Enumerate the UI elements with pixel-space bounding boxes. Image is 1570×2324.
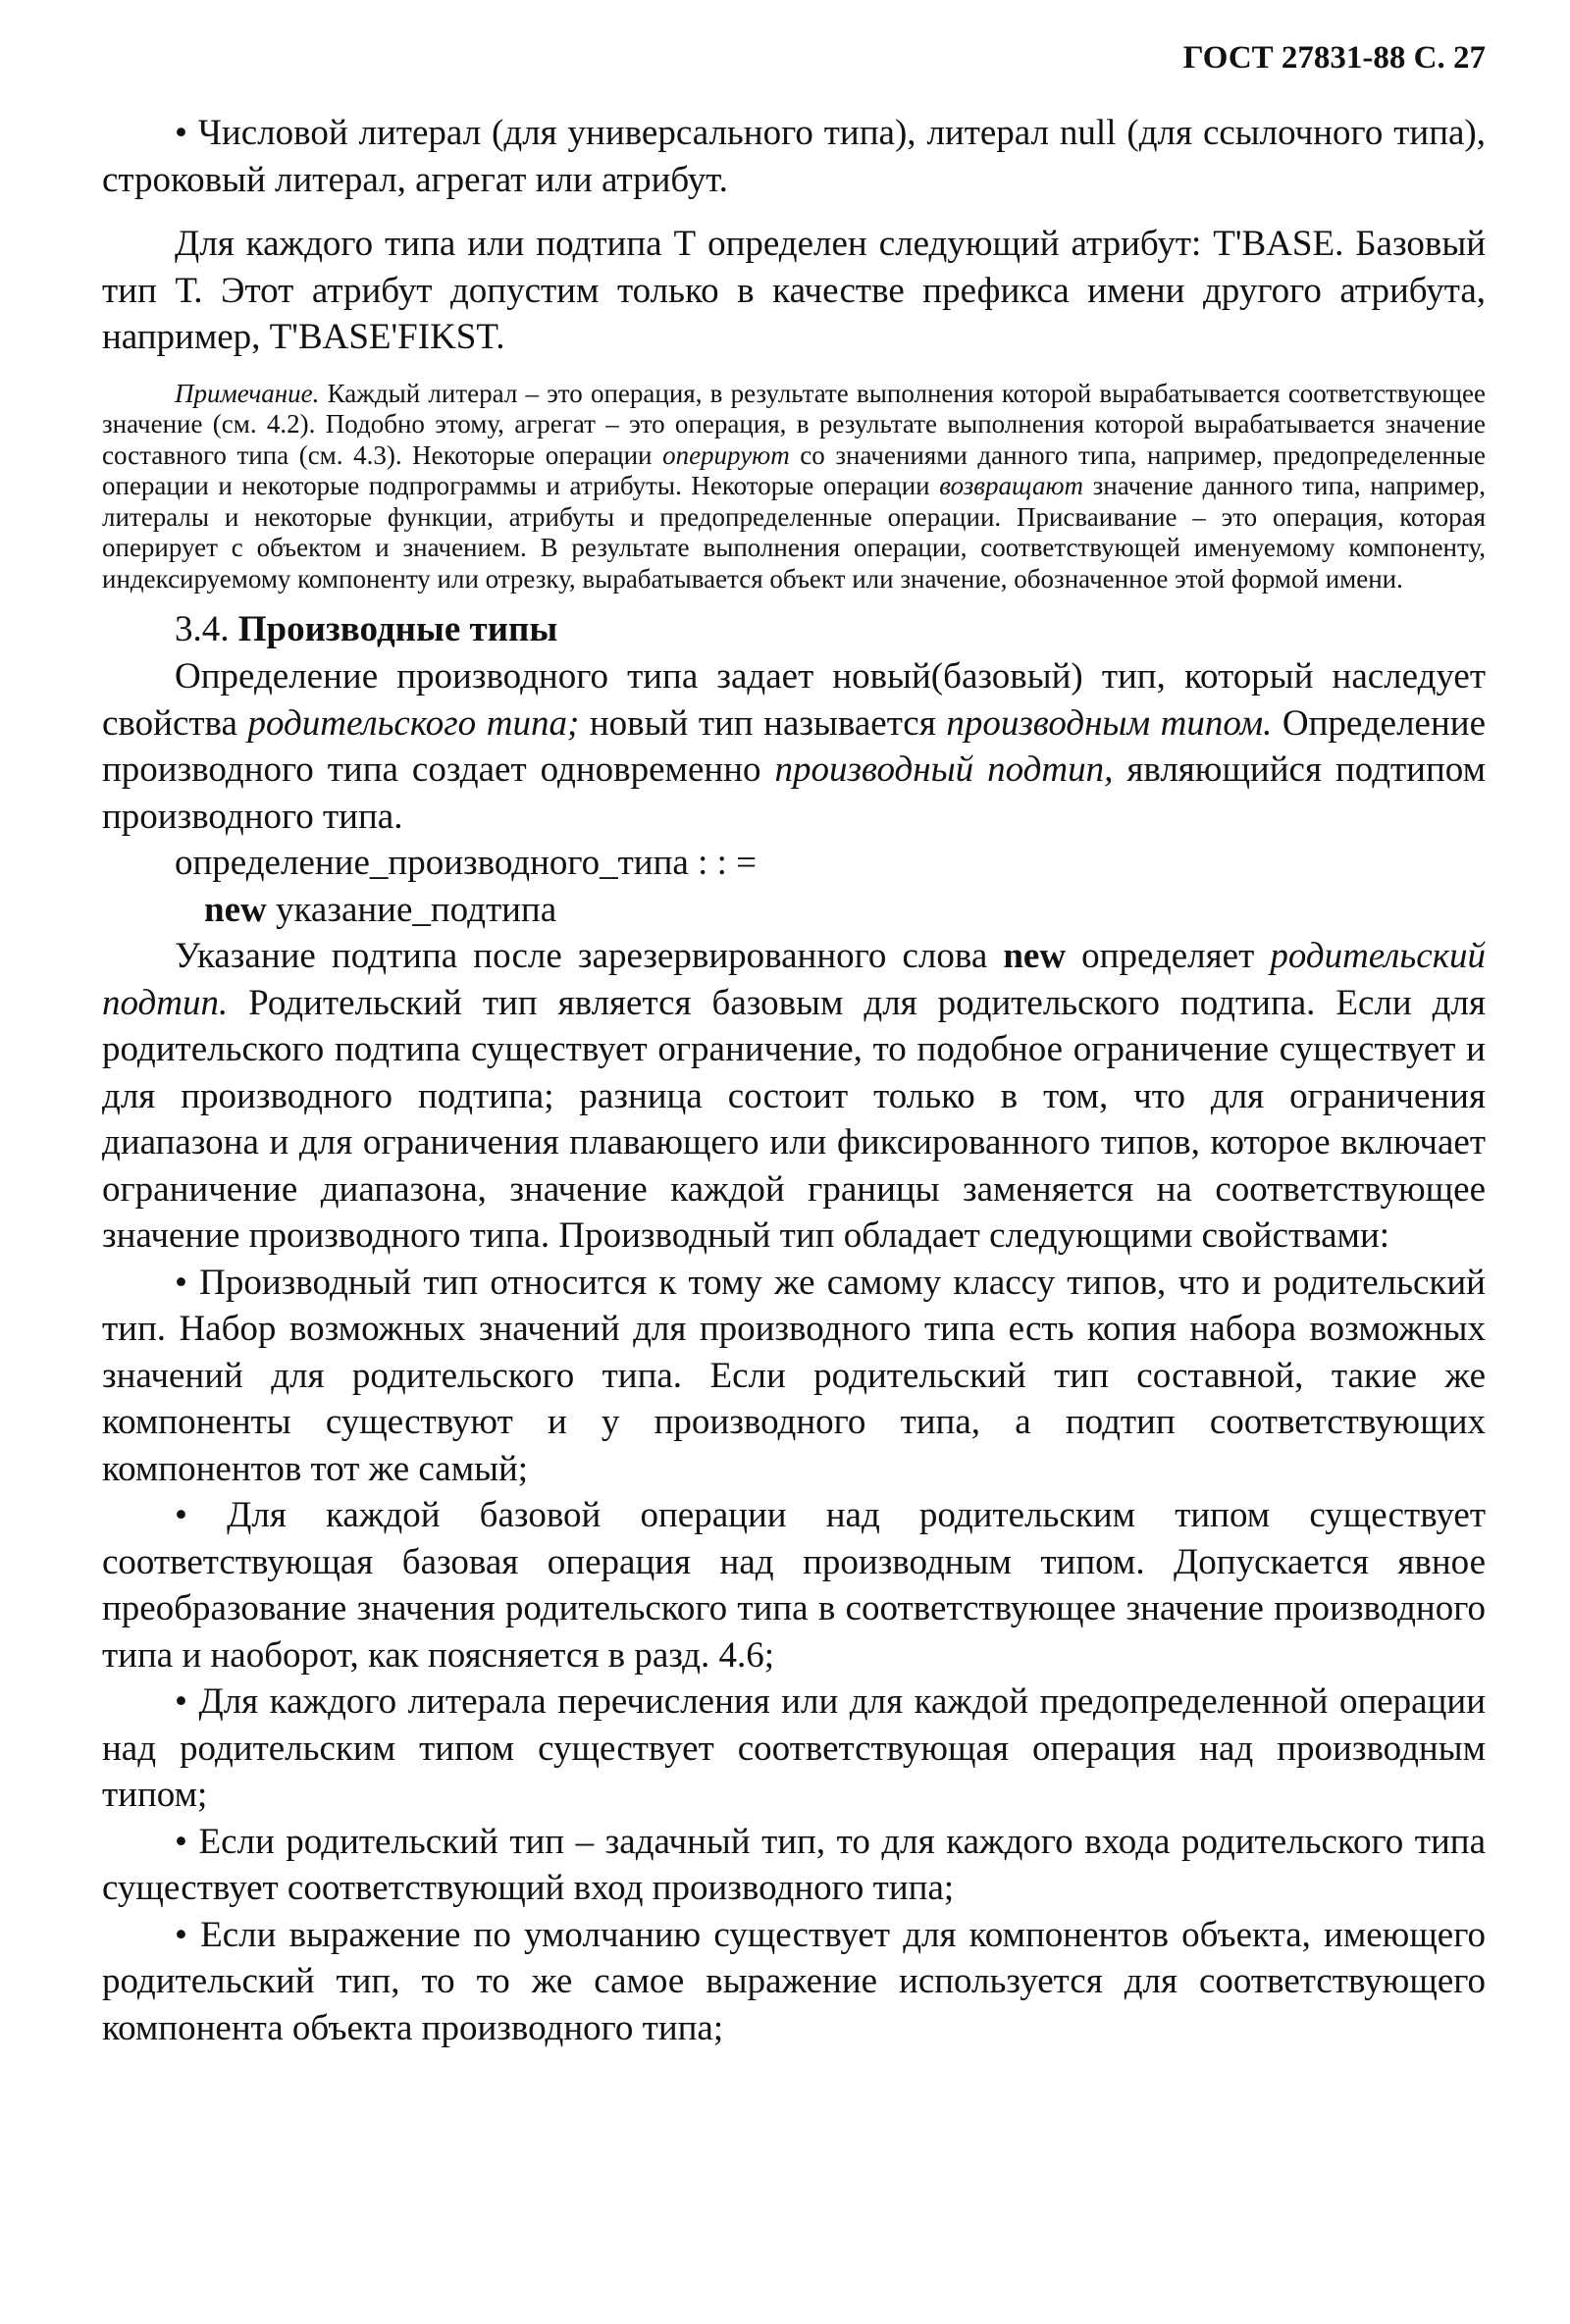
running-header: ГОСТ 27831-88 С. 27 <box>1182 40 1486 76</box>
note-emph-1: оперируют <box>662 439 790 470</box>
term-derived-type: производным типом. <box>946 702 1273 744</box>
keyword-new-inline: new <box>1003 936 1067 976</box>
paragraph-base-attribute: Для каждого типа или подтипа Т определен следующий атрибут: T'BASE. Базовый тип Т. Этот атрибут допустим только в качестве префикса имени другого атрибута, например, T'BASE'FIKST. <box>102 224 1486 357</box>
body-text <box>102 110 1486 2051</box>
note-text-1: Каждый литерал – это операция, в результате выполнения которой вырабатывается соответствующее значение (см. 4.2). Подобно этому, агрегат – это операция, в результате выполнения которой вырабатывается значение составного типа (см. 4.3). Некоторые операции <box>102 378 1486 470</box>
bullet-item: • Для каждого литерала перечисления или для каждой предопределенной операции над родительским типом существует соответствующая операция над производным типом; <box>102 1681 1486 1815</box>
syntax-rule-line-2: new указание_подтипа <box>204 889 557 930</box>
note-text-3: значение данного типа, например, литералы и некоторые функции, атрибуты и предопределенные операции. Присваивание – это операция, которая оперирует с объектом и значением. В результате выполнения операции, соответствующей именуемому компоненту, индексируемому компоненту или отрезку, вырабатывается объект или значение, обозначенное этой формой имени. <box>102 471 1486 594</box>
bullet-item: • Для каждой базовой операции над родительским типом существует соответствующая базовая операция над производным типом. Допускается явное преобразование значения родительского типа в соответствующее значение производного типа и наоборот, как поясняется в разд. 4.6; <box>102 1495 1486 1676</box>
section-title: Производные типы <box>237 609 558 649</box>
document-page <box>102 37 1486 2051</box>
note-block <box>102 379 1486 595</box>
keyword-new: new <box>204 889 267 930</box>
bullet-item: • Если выражение по умолчанию существует для компонентов объекта, имеющего родительский тип, то то же самое выражение используется для соответствующего компонента объекта производного типа; <box>102 1914 1486 2048</box>
bullet-item: • Производный тип относится к тому же самому классу типов, что и родительский тип. Набор возможных значений для производного типа есть копия набора возможных значений для родительского типа. Если родительский тип составной, такие же компоненты существуют и у производного типа, а подтип соответствующих компонентов тот же самый; <box>102 1262 1486 1489</box>
term-parent-subtype: родительский подтип. <box>102 936 1486 1023</box>
term-parent-type: родительского типа; <box>247 702 580 744</box>
section-heading <box>102 606 1486 653</box>
term-derived-subtype: производный подтип, <box>774 749 1114 790</box>
note-label: Примечание. <box>175 378 320 408</box>
bullet-item: • Если родительский тип – задачный тип, то для каждого входа родительского типа существует соответствующий вход производного типа; <box>102 1821 1486 1908</box>
paragraph-derived-definition: Определение производного типа задает новый(базовый) тип, который наследует свойства родительского типа; новый тип называется производным типом. Определение производного типа создает одновременно производный подтип, являющийся подтипом производного типа. <box>102 656 1487 837</box>
note-emph-2: возвращают <box>939 471 1084 500</box>
note-text-2: со значениями данного типа, например, предопределенные операции и некоторые подпрограммы и атрибуты. Некоторые операции <box>102 439 1486 500</box>
section-number: 3.4. <box>175 609 230 649</box>
paragraph-literals: • Числовой литерал (для универсального типа), литерал null (для ссылочного типа), строковый литерал, агрегат или атрибут. <box>102 113 1486 200</box>
syntax-rule-line-1: определение_производного_типа : : = <box>175 843 758 883</box>
paragraph-parent-subtype: Указание подтипа после зарезервированного слова new определяет родительский подтип. Родительский тип является базовым для родительского подтипа. Если для родительского подтипа существует ограничение, то подобное ограничение существует и для производного подтипа; разница состоит только в том, что для ограничения диапазона и для ограничения плавающего или фиксированного типов, которое включает ограничение диапазона, значение каждой границы заменяется на соответствующее значение производного типа. Производный тип обладает следующими свойствами: <box>102 936 1486 1256</box>
